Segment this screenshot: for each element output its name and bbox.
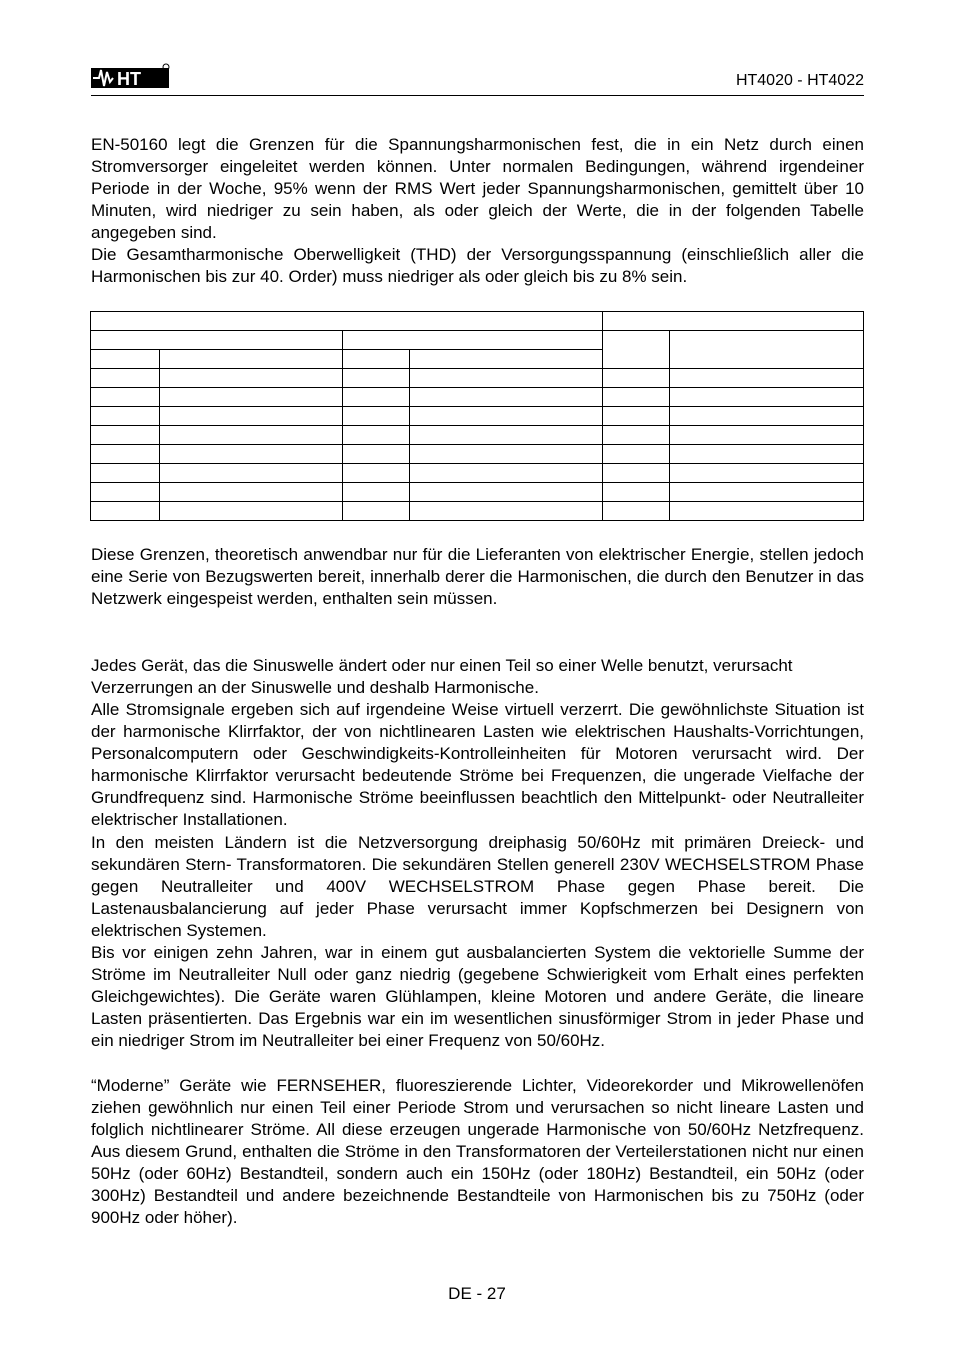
page-header — [91, 58, 864, 94]
harmonic-limits-table — [90, 311, 864, 521]
table-row — [91, 483, 864, 502]
table-row — [91, 445, 864, 464]
table-row — [91, 464, 864, 483]
paragraph-en50160: EN-50160 legt die Grenzen für die Spannungsharmonischen fest, die in ein Netz durch einen Stromversorger eingeleitet werden können. Unter normalen Bedingungen, während irgendeiner Periode in der Woche, 95% wenn der RMS Wert jeder Spannungsharmonischen, gemittelt über 10 Minuten, wird niedriger zu sein haben, als oder gleich der Werte, die in der folgenden Tabelle angegeben sind. — [91, 135, 864, 242]
svg-text:HT: HT — [117, 69, 141, 89]
table-row — [91, 388, 864, 407]
table-row — [91, 407, 864, 426]
paragraph-current-signals: Alle Stromsignale ergeben sich auf irgendeine Weise virtuell verzerrt. Die gewöhnlichste Situation ist der harmonische Klirrfaktor, der von nichtlinearen Lasten wie elektrischen Haushalts-Vorrichtungen, Personalcomputern oder Geschwindigkeits-Kontrolleinheiten für Motoren verursacht wird. Der harmonische Klirrfaktor verursacht bedeutende Ströme bei Frequenzen, die ungerade Vielfache der Grundfrequenz sind. Harmonische Ströme beeinflussen beachtlich den Mittelpunkt- oder Neutralleiter elektrischer Installationen. — [91, 700, 864, 829]
paragraph-limits-note: Diese Grenzen, theoretisch anwendbar nur für die Lieferanten von elektrischer Energie, stellen jedoch eine Serie von Bezugswerten bereit, innerhalb derer die Harmonischen, die durch den Benutzer in das Netzwerk eingespeist werden, enthalten sein müssen. — [91, 545, 864, 608]
paragraph-thd: Die Gesamtharmonische Oberwelligkeit (THD) der Versorgungsspannung (einschließlich aller die Harmonischen bis zur 40. Order) muss niedriger als oder gleich bis zu 8% sein. — [91, 245, 864, 286]
table-row — [91, 331, 864, 350]
table-row — [91, 502, 864, 521]
paragraph-three-phase: In den meisten Ländern ist die Netzversorgung dreiphasig 50/60Hz mit primären Dreieck- und sekundären Stern- Transformatoren. Die sekundären Stellen generell 230V WECHSELSTROM Phase gegen Neutralleiter und 400V WECHSELSTROM Phase gegen Phase bereit. Die Lastenausbalancierung auf jeder Phase verursacht immer Kopfschmerzen bei Designern von elektrischen Systemen. — [91, 833, 864, 940]
page-number: DE - 27 — [448, 1284, 506, 1303]
paragraph-distortion-intro: Jedes Gerät, das die Sinuswelle ändert oder nur einen Teil so einer Welle benutzt, verursacht Verzerrungen an der Sinuswelle und deshalb Harmonische. — [91, 656, 793, 697]
paragraph-neutral-current: Bis vor einigen zehn Jahren, war in einem gut ausbalancierten System die vektorielle Summe der Ströme im Neutralleiter Null oder ganz niedrig (gegebene Schwierigkeit vom Erhalt eines perfekten Gleichgewichtes). Die Geräte waren Glühlampen, kleine Motoren und andere Geräte, die lineare Lasten präsentierten. Das Ergebnis war ein im wesentlichen sinusförmiger Strom in jeder Phase und ein niedriger Strom im Neutralleiter bei einer Frequenz von 50/60Hz. — [91, 943, 864, 1050]
table-row — [91, 369, 864, 388]
model-number: HT4020 - HT4022 — [735, 72, 864, 89]
paragraph-modern-devices: “Moderne” Geräte wie FERNSEHER, fluoreszierende Lichter, Videorekorder und Mikrowellenöfen ziehen gewöhnlich nur einen Teil einer Periode Strom und verursachen so nicht lineare Lasten und folglich nichtlinearer Ströme. All diese erzeugen ungerade Harmonische von 50/60Hz Netzfrequenz. Aus diesem Grund, enthalten die Ströme in den Transformatoren der Verteilerstationen nicht nur einen 50Hz (oder 60Hz) Bestandteil, sondern auch ein 150Hz (oder 180Hz) Bestandteil, ein 50Hz (oder 300Hz) Bestandteil und andere bezeichnende Bestandteile von Harmonischen bis zu 750Hz (oder 900Hz oder höher). — [91, 1076, 864, 1227]
ht-logo-icon — [91, 62, 171, 90]
header-rule — [91, 95, 864, 96]
table-row — [91, 426, 864, 445]
table-row — [91, 312, 864, 331]
